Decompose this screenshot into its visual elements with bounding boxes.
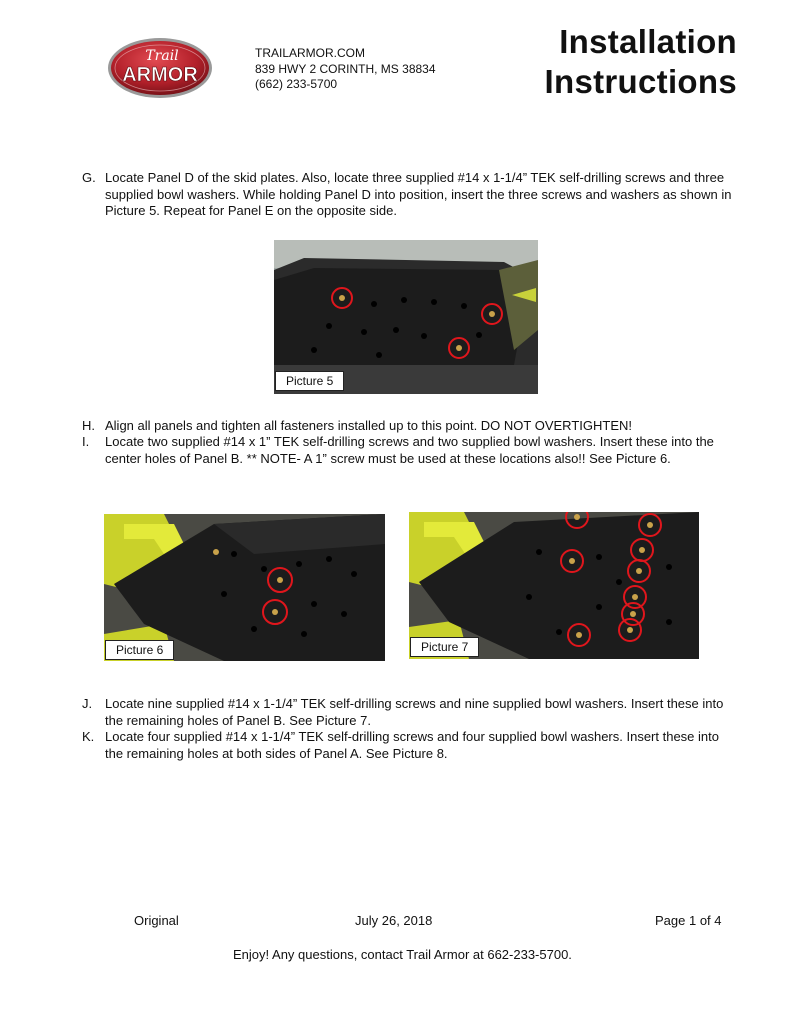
step-g [82,170,732,220]
document-title [522,22,737,102]
step-text: Locate two supplied #14 x 1” TEK self-drilling screws and two supplied bowl washers. Insert these into the center holes of Panel B. ** NOTE- A 1” screw must be used at these locations also!! See Picture 6. [105,434,714,466]
step-text: Locate nine supplied #14 x 1-1/4” TEK self-drilling screws and nine supplied bowl washers. Insert these into the remaining holes of Panel B. See Picture 7. [105,696,724,728]
step-text: Locate four supplied #14 x 1-1/4” TEK self-drilling screws and four supplied bowl washers. Insert these into the remaining holes at both sides of Panel A. See Picture 8. [105,729,719,761]
step-letter: G. [82,170,96,185]
company-website: TRAILARMOR.COM [255,46,366,60]
picture-7-label: Picture 7 [410,637,479,657]
picture-5-photo [274,240,538,394]
footer-page-number: Page 1 of 4 [655,913,722,928]
step-k [82,729,732,762]
step-letter: K. [82,729,95,744]
title-line-2: Instructions [544,63,737,100]
step-i [82,434,732,467]
step-text: Align all panels and tighten all fasteners installed up to this point. DO NOT OVERTIGHTEN! [105,418,632,433]
step-j [82,696,732,729]
title-line-1: Installation [559,23,737,60]
logo-text-bottom: ARMOR [122,64,198,86]
footer-contact: Enjoy! Any questions, contact Trail Armor at 662-233-5700. [233,947,572,962]
company-info [255,46,436,93]
footer-original: Original [134,913,179,928]
step-text: Locate Panel D of the skid plates. Also, locate three supplied #14 x 1-1/4” TEK self-drilling screws and three supplied bowl washers. While holding Panel D into position, insert the three screws and washers as shown in Picture 5. Repeat for Panel E on the opposite side. [105,170,732,218]
step-letter: J. [82,696,93,711]
picture-5-label: Picture 5 [275,371,344,391]
picture-7-photo [409,512,699,659]
footer-date: July 26, 2018 [355,913,433,928]
trail-armor-logo [106,36,214,100]
picture-6-label: Picture 6 [105,640,174,660]
logo-text-top: Trail [145,48,179,64]
step-h [82,418,732,435]
picture-6-photo [104,514,385,661]
step-letter: I. [82,434,90,449]
company-address: 839 HWY 2 CORINTH, MS 38834 [255,61,436,76]
step-letter: H. [82,418,95,433]
company-phone: (662) 233-5700 [255,77,338,91]
